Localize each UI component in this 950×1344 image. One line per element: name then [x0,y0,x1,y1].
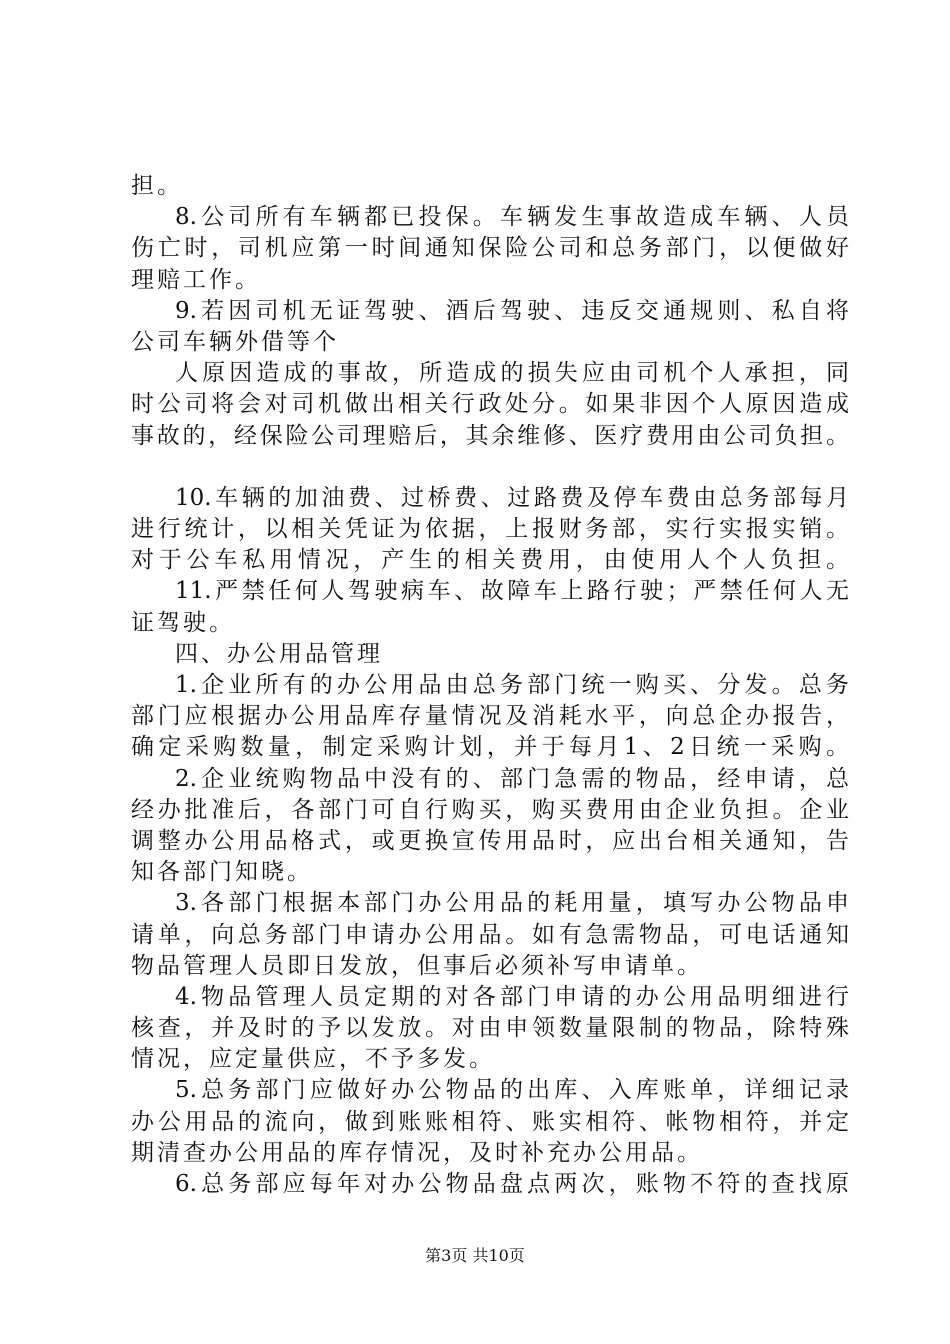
text-line: 部门应根据办公用品库存量情况及消耗水平，向总企办报告， [131,703,849,730]
text-line: 确定采购数量，制定采购计划，并于每月1、2日统一采购。 [131,734,849,761]
text-line: 担。 [131,173,183,199]
text-line: 人原因造成的事故，所造成的损失应由司机个人承担，同 [175,360,849,387]
text-line: 1.企业所有的办公用品由总务部门统一购买、分发。总务 [175,672,849,698]
text-line: 事故的，经保险公司理赔后，其余维修、医疗费用由公司负担。 [131,422,849,449]
text-line: 知各部门知晓。 [131,859,313,886]
text-line: 时公司将会对司机做出相关行政处分。如果非因个人原因造成 [131,391,849,418]
text-line: 情况，应定量供应，不予多发。 [131,1046,495,1073]
text-line: 公司车辆外借等个 [131,328,339,355]
page-footer: 第3页 共10页 [425,1246,525,1265]
text-line: 办公用品的流向，做到账账相符、账实相符、帐物相符，并定 [131,1108,849,1135]
text-line: 伤亡时，司机应第一时间通知保险公司和总务部门，以便做好 [131,235,849,262]
text-line: 5.总务部门应做好办公物品的出库、入库账单，详细记录 [175,1077,849,1104]
text-line: 核查，并及时的予以发放。对由申领数量限制的物品，除特殊 [131,1015,849,1042]
text-line: 证驾驶。 [131,609,235,636]
text-line: 调整办公用品格式，或更换宣传用品时，应出台相关通知，告 [131,827,849,854]
text-line: 期清查办公用品的库存情况，及时补充办公用品。 [131,1139,703,1166]
text-line: 11.严禁任何人驾驶病车、故障车上路行驶；严禁任何人无 [175,578,849,605]
text-line: 经办批准后，各部门可自行购买，购买费用由企业负担。企业 [131,796,849,823]
text-line: 2.企业统购物品中没有的、部门急需的物品，经申请，总 [175,765,849,792]
text-line: 9.若因司机无证驾驶、酒后驾驶、违反交通规则、私自将 [175,297,849,324]
text-line: 3.各部门根据本部门办公用品的耗用量，填写办公物品申 [175,890,849,917]
text-line: 四、办公用品管理 [175,640,383,667]
text-line: 进行统计，以相关凭证为依据，上报财务部，实行实报实销。 [131,516,849,543]
blank-line [131,452,849,483]
text-line: 理赔工作。 [131,266,261,293]
text-line: 4.物品管理人员定期的对各部门申请的办公用品明细进行 [175,983,849,1010]
text-line: 8.公司所有车辆都已投保。车辆发生事故造成车辆、人员 [175,204,849,231]
document-body [131,171,849,1200]
text-line: 对于公车私用情况，产生的相关费用，由使用人个人负担。 [131,547,849,574]
text-line: 6.总务部应每年对办公物品盘点两次，账物不符的查找原 [175,1171,849,1197]
text-line: 10.车辆的加油费、过桥费、过路费及停车费由总务部每月 [175,484,849,511]
text-line: 请单，向总务部门申请办公用品。如有急需物品，可电话通知 [131,921,849,948]
text-line: 物品管理人员即日发放，但事后必须补写申请单。 [131,952,703,979]
